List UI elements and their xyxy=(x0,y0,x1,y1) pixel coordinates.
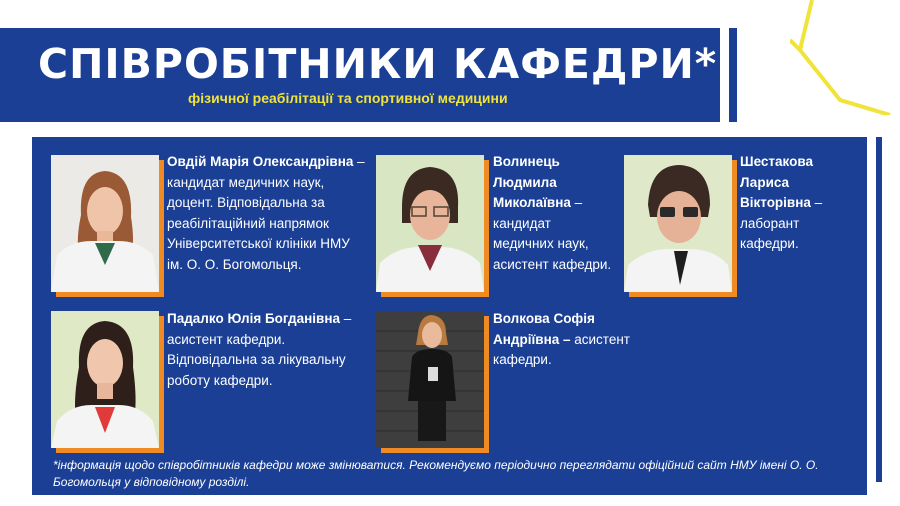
staff-photo-3 xyxy=(624,155,732,292)
staff-description: – кандидат медичних наук, асистент кафедри. xyxy=(493,195,612,272)
page-subtitle: фізичної реабілітації та спортивної медицини xyxy=(188,90,508,106)
staff-info-2 xyxy=(493,152,613,275)
portrait-image xyxy=(624,155,732,292)
staff-name: Волинець Людмила Миколаївна xyxy=(493,154,571,210)
staff-name: Волкова Софія Андріївна – xyxy=(493,311,595,347)
staff-name: Овдій Марія Олександрівна xyxy=(167,154,354,169)
staff-description: – кандидат медичних наук, доцент. Відповідальна за реабілітаційний напрямок Університетської клініки НМУ ім. О. О. Богомольця. xyxy=(167,154,365,272)
portrait-image xyxy=(51,311,159,448)
header-stripe xyxy=(729,28,737,122)
staff-info-3 xyxy=(740,152,850,255)
staff-info-4 xyxy=(167,309,372,391)
staff-name: Падалко Юлія Богданівна xyxy=(167,311,340,326)
staff-photo-4 xyxy=(51,311,159,448)
staff-name: Шестакова Лариса Вікторівна xyxy=(740,154,813,210)
page-title: СПІВРОБІТНИКИ КАФЕДРИ* xyxy=(38,40,718,88)
staff-description: – лаборант кафедри. xyxy=(740,195,823,251)
staff-photo-5 xyxy=(376,311,484,448)
staff-description: – асистент кафедри. Відповідальна за лікувальну роботу кафедри. xyxy=(167,311,352,388)
staff-info-5 xyxy=(493,309,633,371)
footnote: *інформація щодо співробітників кафедри може змінюватися. Рекомендуємо періодично переглядати офіційний сайт НМУ імені О. О. Богомольця у відповідному розділі. xyxy=(53,458,819,489)
portrait-image xyxy=(376,155,484,292)
staff-photo-2 xyxy=(376,155,484,292)
portrait-image xyxy=(51,155,159,292)
portrait-image xyxy=(376,311,484,448)
staff-photo-1 xyxy=(51,155,159,292)
staff-description: асистент кафедри. xyxy=(493,331,630,367)
decorative-hexagon xyxy=(790,0,900,115)
staff-info-1 xyxy=(167,152,367,275)
side-stripe xyxy=(876,137,882,482)
